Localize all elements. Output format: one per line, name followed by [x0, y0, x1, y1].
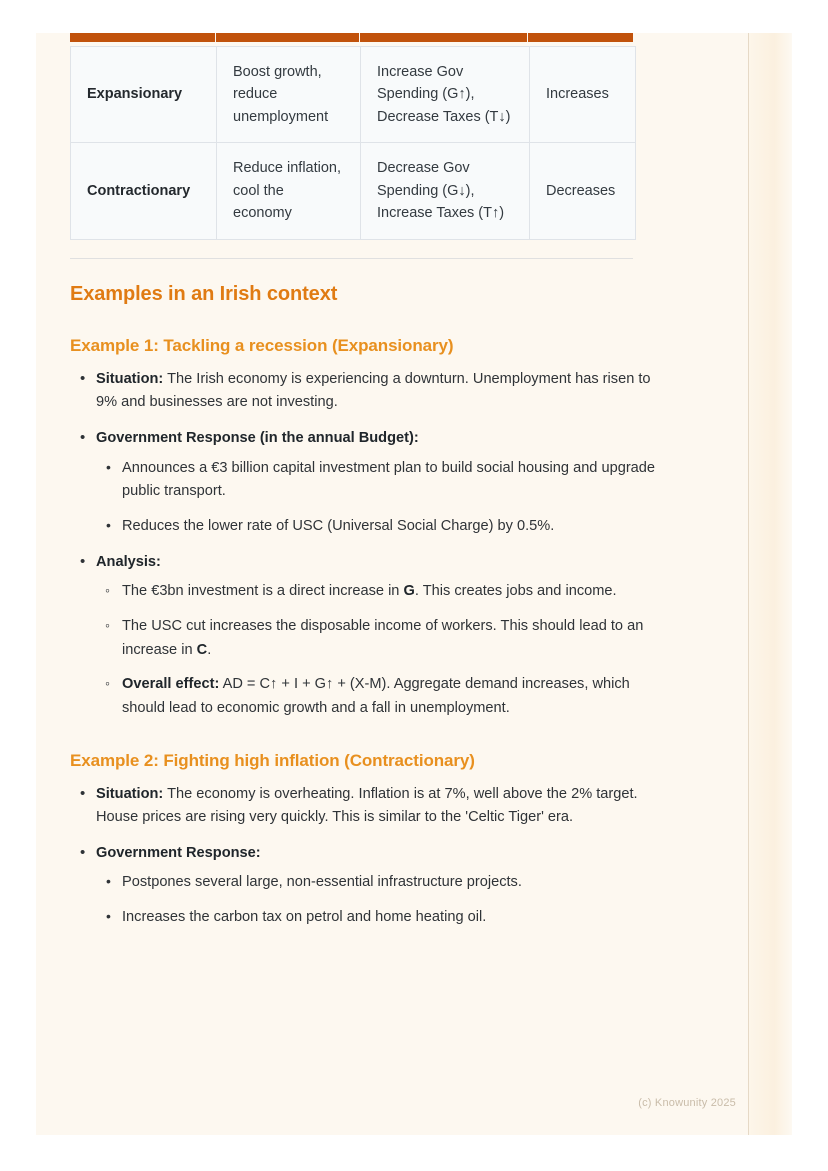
table-row: [71, 143, 636, 239]
analysis-label: Analysis:: [96, 553, 161, 570]
situation-label: Situation:: [96, 370, 164, 387]
accent-segment-2: [216, 33, 358, 42]
response-label: Government Response:: [96, 844, 261, 861]
list-item: • Announces a €3 billion capital investment plan to build social housing and upgrade public transport.: [122, 457, 670, 504]
cell-action: Decrease Gov Spending (G↓), Increase Taxes (T↑): [361, 143, 530, 239]
situation-label: Situation:: [96, 785, 164, 802]
list-item: [96, 368, 670, 415]
example1-heading: Example 1: Tackling a recession (Expansionary): [70, 335, 454, 355]
accent-segment-4: [528, 33, 633, 42]
response-label: Government Response (in the annual Budget):: [96, 430, 419, 447]
table-row: [71, 47, 636, 143]
list-item: • Reduces the lower rate of USC (Universal Social Charge) by 0.5%.: [122, 515, 670, 539]
document-content: [70, 33, 670, 942]
cell-aim: Boost growth, reduce unemployment: [217, 47, 361, 143]
analysis-pre: The €3bn investment is a direct increase in: [122, 583, 404, 600]
example2-heading: Example 2: Fighting high inflation (Contractionary): [70, 750, 475, 770]
example2-response-list: [96, 871, 670, 929]
analysis-bold: G: [403, 583, 415, 600]
accent-segment-3: [360, 33, 527, 42]
example2-list: [70, 783, 670, 930]
list-item: [96, 783, 670, 830]
list-item: [96, 842, 670, 930]
analysis-post: .: [207, 641, 212, 658]
page-edge-rule: [748, 33, 749, 1135]
cell-aim: Reduce inflation, cool the economy: [217, 143, 361, 239]
accent-segment-1: [70, 33, 215, 42]
analysis-bold: C: [196, 641, 208, 658]
cell-action: Increase Gov Spending (G↑), Decrease Taxes (T↓): [361, 47, 530, 143]
cell-effect: Increases: [530, 47, 636, 143]
list-item: [122, 580, 670, 604]
analysis-pre: The USC cut increases the disposable income of workers. This should lead to an increase in: [122, 617, 644, 658]
cell-policy: Expansionary: [71, 47, 217, 143]
table-accent-bar: [70, 33, 633, 42]
document-sheet: [36, 33, 792, 1135]
watermark: (c) Knowunity 2025: [638, 1097, 736, 1109]
cell-policy: Contractionary: [71, 143, 217, 239]
analysis-post: . This creates jobs and income.: [414, 583, 617, 600]
list-item: [96, 427, 670, 539]
example1-list: [70, 368, 670, 721]
page-edge-gradient: [748, 33, 792, 1135]
situation-text: The Irish economy is experiencing a downturn. Unemployment has risen to 9% and businesses are not investing.: [96, 370, 651, 411]
list-item: • Increases the carbon tax on petrol and home heating oil.: [122, 906, 670, 930]
section-heading: Examples in an Irish context: [70, 282, 338, 305]
list-item: • Postpones several large, non-essential infrastructure projects.: [122, 871, 670, 895]
analysis-post: AD = C↑ + I + G↑ + (X-M). Aggregate demand increases, which should lead to economic growth and a fall in unemployment.: [122, 676, 630, 716]
example1-response-list: [96, 457, 670, 539]
example1-analysis-list: [96, 580, 670, 720]
list-item: [122, 673, 670, 720]
cell-effect: Decreases: [530, 143, 636, 239]
list-item: [122, 615, 670, 662]
fiscal-policy-table: [70, 46, 636, 240]
section-divider: [70, 258, 633, 259]
analysis-bold: Overall effect:: [122, 676, 220, 693]
list-item: [96, 551, 670, 721]
situation-text: The economy is overheating. Inflation is at 7%, well above the 2% target. House prices are rising very quickly. This is similar to the 'Celtic Tiger' era.: [96, 785, 638, 826]
